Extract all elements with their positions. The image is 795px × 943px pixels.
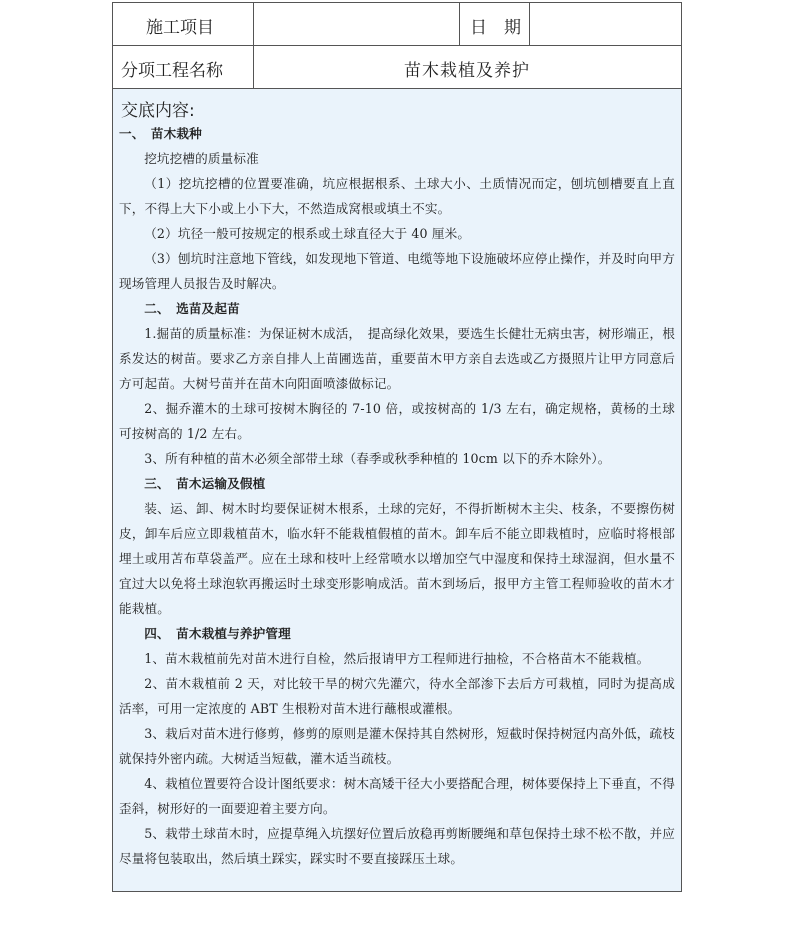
date-label-cell xyxy=(459,3,530,45)
section-heading: 二、 选苗及起苗 xyxy=(144,301,240,316)
date-label: 日 期 xyxy=(470,18,521,38)
paragraph: 2、掘乔灌木的土球可按树木胸径的 7-10 倍，或按树高的 1/3 左右，确定规格，黄杨的土球可按树高的 1/2 左右。 xyxy=(119,401,675,441)
subproject-value-cell xyxy=(253,45,681,88)
paragraph: 2、苗木栽植前 2 天，对比较干旱的树穴先灌穴，待水全部渗下去后方可栽植，同时为提高成活率，可用一定浓度的 ABT 生根粉对苗木进行蘸根或灌根。 xyxy=(119,676,675,716)
header-row-project xyxy=(113,3,681,46)
subproject-label: 分项工程名称 xyxy=(121,61,223,81)
content-body xyxy=(119,121,675,871)
paragraph: 4、栽植位置要符合设计图纸要求：树木高矮干径大小要搭配合理，树体要保持上下垂直，不得歪斜，树形好的一面要迎着主要方向。 xyxy=(119,776,675,816)
header-row-subproject xyxy=(113,45,681,89)
paragraph: 1.掘苗的质量标准：为保证树木成活， 提高绿化效果，要选生长健壮无病虫害，树形端正，根系发达的树苗。要求乙方亲自排人上苗圃选苗，重要苗木甲方亲自去选或乙方摄照片让甲方同意后方可起苗。大树号苗并在苗木向阳面喷漆做标记。 xyxy=(119,326,675,391)
paragraph: 5、栽带土球苗木时，应提草绳入坑摆好位置后放稳再剪断腰绳和草包保持土球不松不散，并应尽量将包装取出，然后填土踩实，踩实时不要直接踩压土球。 xyxy=(119,826,675,866)
disclosure-content xyxy=(113,89,681,891)
section-heading: 一、 苗木栽种 xyxy=(119,126,202,141)
content-title: 交底内容: xyxy=(121,101,195,121)
date-value-cell xyxy=(529,3,681,45)
paragraph: 3、栽后对苗木进行修剪，修剪的原则是灌木保持其自然树形，短截时保持树冠内高外低，疏枝就保持外密内疏。大树适当短截，灌木适当疏枝。 xyxy=(119,726,675,766)
paragraph: （2）坑径一般可按规定的根系或土球直径大于 40 厘米。 xyxy=(144,226,471,241)
section-heading: 三、 苗木运输及假植 xyxy=(144,476,266,491)
paragraph: （1）挖坑挖槽的位置要准确，坑应根据根系、土球大小、土质情况而定，刨坑刨槽要直上直下，不得上大下小或上小下大，不然造成窝根或填土不实。 xyxy=(119,176,675,216)
paragraph: 挖坑挖槽的质量标准 xyxy=(144,151,259,166)
paragraph: 1、苗木栽植前先对苗木进行自检，然后报请甲方工程师进行抽检，不合格苗木不能栽植。 xyxy=(144,651,650,666)
section-heading: 四、 苗木栽植与养护管理 xyxy=(144,626,291,641)
paragraph: （3）刨坑时注意地下管线，如发现地下管道、电缆等地下设施破坏应停止操作，并及时向甲方现场管理人员报告及时解决。 xyxy=(119,251,675,291)
subproject-label-cell xyxy=(113,45,254,88)
paragraph: 装、运、卸、树木时均要保证树木根系，土球的完好，不得折断树木主尖、枝条，不要擦伤树皮，卸车后应立即栽植苗木，临水轩不能栽植假植的苗木。卸车后不能立即栽植时，应临时将根部埋土或用苫布草袋盖严。应在土球和枝叶上经常喷水以增加空气中湿度和保持土球湿润，但水量不宜过大以免将土球泡软再搬运时土球变形影响成活。苗木到场后，报甲方主管工程师验收的苗木才能栽植。 xyxy=(119,501,675,616)
project-value-cell xyxy=(253,3,460,45)
paragraph: 3、所有种植的苗木必须全部带土球（春季或秋季种植的 10cm 以下的乔木除外）。 xyxy=(144,451,611,466)
project-label-cell xyxy=(113,3,254,45)
subproject-value: 苗木栽植及养护 xyxy=(404,61,530,81)
project-label: 施工项目 xyxy=(146,18,214,38)
document-sheet xyxy=(112,2,682,892)
